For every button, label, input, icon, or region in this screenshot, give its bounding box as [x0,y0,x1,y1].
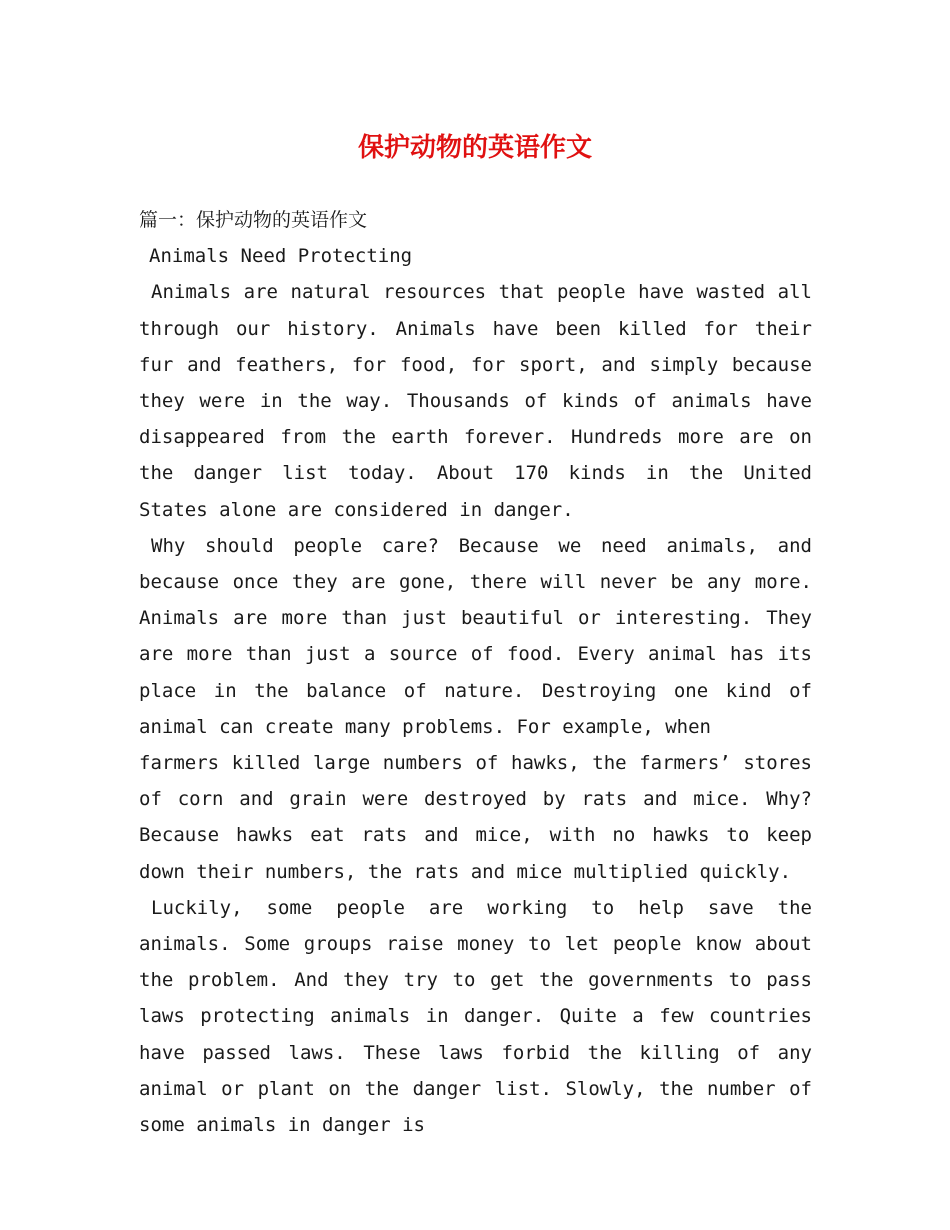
essay-title: Animals Need Protecting [149,245,413,268]
paragraph-4: Luckily, some people are working to help save the animals. Some groups raise money to let people know about the problem. And they try to get the governments to pass laws protecting animals in danger. Quite a few countries have passed laws. These laws forbid the killing of any animal or plant on the danger list. Slowly, the number of some animals in danger is [139,896,812,1137]
document-body [139,202,812,1143]
paragraph-3: farmers killed large numbers of hawks, the farmers’ stores of corn and grain were destroyed by rats and mice. Why? Because hawks eat rats and mice, with no hawks to keep down their numbers, the rats and mice multiplied quickly. [139,752,812,883]
document-title: 保护动物的英语作文 [357,133,592,163]
paragraph-1: Animals are natural resources that people have wasted all through our history. Animals have been killed for their fur and feathers, for food, for sport, and simply because they were in the way. Thousands of kinds of animals have disappeared from the earth forever. Hundreds more are on the danger list today. About 170 kinds in the United States alone are considered in danger. [139,281,812,521]
section-heading: 篇一：保护动物的英语作文 [139,209,368,231]
paragraph-2: Why should people care? Because we need animals, and because once they are gone, there will never be any more. Animals are more than just beautiful or interesting. They are more than just a source of food. Every animal has its place in the balance of nature. Destroying one kind of animal can create many problems. For example, when [139,534,812,738]
